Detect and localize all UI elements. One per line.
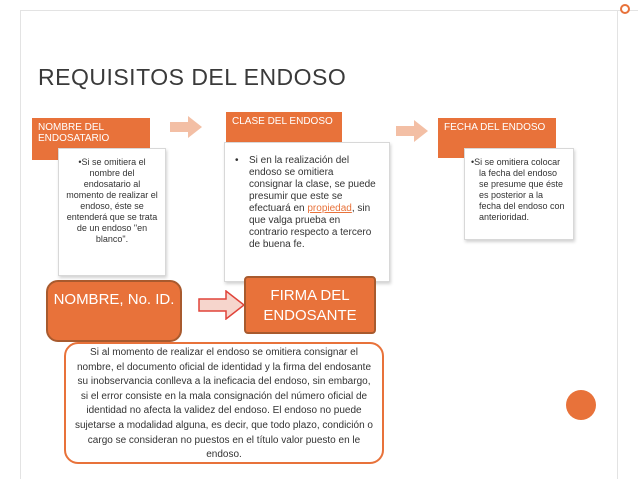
corner-circle-icon: [620, 4, 630, 14]
right-arrow-icon: [396, 120, 428, 142]
right-arrow-icon: [198, 290, 246, 320]
frame-right-line: [617, 10, 618, 479]
signature-requirement-box: FIRMA DEL ENDOSANTE: [244, 276, 376, 334]
column-header-fecha: FECHA DEL ENDOSO: [438, 118, 556, 158]
frame-top-line: [20, 10, 638, 11]
column-note-endosatario: •Si se omitiera el nombre del endosatario al momento de realizar el endoso, éste se entenderá que se trata de un endoso "en blanco".: [58, 148, 166, 276]
slide-title: REQUISITOS DEL ENDOSO: [38, 64, 347, 90]
decorative-circle-icon: [566, 390, 596, 420]
column-header-endosatario: NOMBRE DEL ENDOSATARIO: [32, 118, 150, 160]
column-note-clase: [224, 142, 390, 282]
column-header-clase: CLASE DEL ENDOSO: [226, 112, 342, 152]
bottom-explanation-box: Si al momento de realizar el endoso se omitiera consignar el nombre, el documento oficial de identidad y la firma del endosante su inobservancia conlleva a la ineficacia del endoso, sin embargo, si el error consiste en la mala consignación del número oficial de identidad no afecta la validez del endoso. El endoso no puede sujetarse a modalidad alguna, es decir, que todo plazo, condición o cargo se consideran no puestos en el título valor puesto en le endoso.: [64, 342, 384, 464]
column-note-fecha: •Si se omitiera colocar la fecha del endoso se presume que éste es posterior a la fecha del endoso con anterioridad.: [464, 148, 574, 240]
id-requirement-box: NOMBRE, No. ID.: [46, 280, 182, 342]
frame-left-line: [20, 10, 21, 479]
note-text-before-link: Si en la realización del endoso se omitiera consignar la clase, se puede presumir que este se efectuará en: [249, 155, 376, 214]
right-arrow-icon: [170, 116, 202, 138]
note-text-after-link: , sin que valga prueba en contrario respecto a tercero de buena fe.: [249, 203, 372, 250]
propiedad-link[interactable]: propiedad: [307, 203, 352, 214]
bullet-icon: •: [235, 155, 239, 166]
